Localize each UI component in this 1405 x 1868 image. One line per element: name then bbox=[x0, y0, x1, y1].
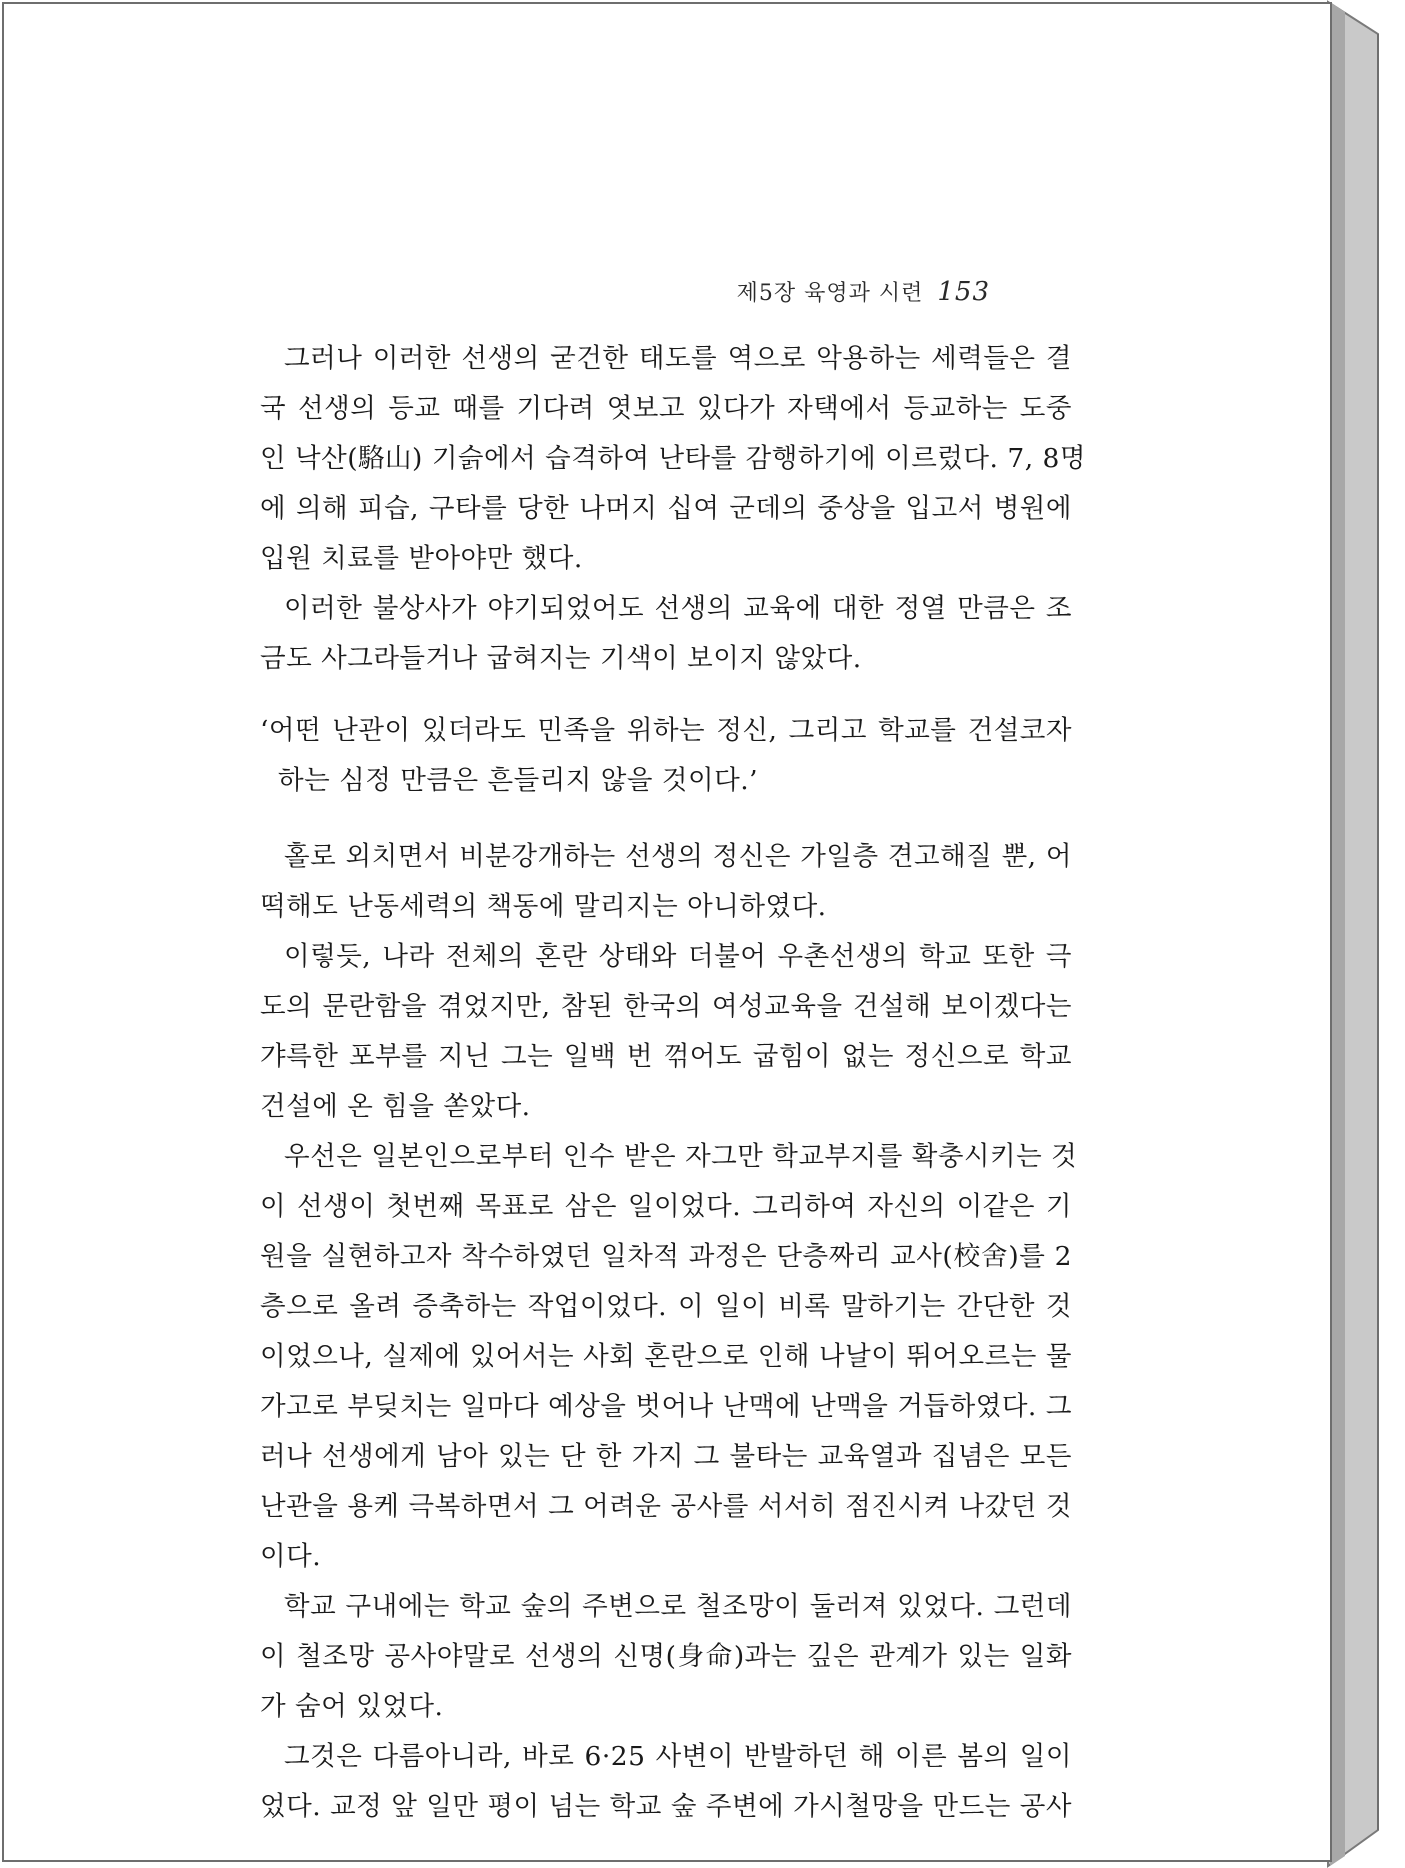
book-page bbox=[2, 2, 1332, 1862]
text-line: 금도 사그라들거나 굽혀지는 기색이 보이지 않았다. bbox=[260, 643, 862, 674]
text-line: 가고로 부딪치는 일마다 예상을 벗어나 난맥에 난맥을 거듭하였다. 그 bbox=[260, 1391, 1072, 1422]
text-line: 건설에 온 힘을 쏟았다. bbox=[260, 1091, 531, 1122]
page-number: 153 bbox=[937, 277, 990, 307]
text-line: 원을 실현하고자 착수하였던 일차적 과정은 단층짜리 교사(校舍)를 2 bbox=[260, 1241, 1072, 1272]
chapter-title: 제5장 육영과 시련 bbox=[736, 281, 924, 306]
body-text bbox=[260, 334, 1087, 1832]
text-line: 그러나 이러한 선생의 굳건한 태도를 역으로 악용하는 세력들은 결 bbox=[284, 343, 1072, 374]
text-line: 도의 문란함을 겪었지만, 참된 한국의 여성교육을 건설해 보이겠다는 bbox=[260, 991, 1072, 1022]
text-line: 학교 구내에는 학교 숲의 주변으로 철조망이 둘러져 있었다. 그런데 bbox=[284, 1591, 1072, 1622]
text-line: 러나 선생에게 남아 있는 단 한 가지 그 불타는 교육열과 집념은 모든 bbox=[260, 1441, 1072, 1472]
quote-line: ‘어떤 난관이 있더라도 민족을 위하는 정신, 그리고 학교를 건설코자 bbox=[260, 715, 1072, 746]
text-line: 층으로 올려 증축하는 작업이었다. 이 일이 비록 말하기는 간단한 것 bbox=[260, 1291, 1072, 1322]
text-line: 가 숨어 있었다. bbox=[260, 1691, 444, 1722]
text-line: 이었으나, 실제에 있어서는 사회 혼란으로 인해 나날이 뛰어오르는 물 bbox=[260, 1341, 1072, 1372]
text-line: 국 선생의 등교 때를 기다려 엿보고 있다가 자택에서 등교하는 도중 bbox=[260, 393, 1072, 424]
text-line: 이다. bbox=[260, 1541, 322, 1572]
text-line: 에 의해 피습, 구타를 당한 나머지 십여 군데의 중상을 입고서 병원에 bbox=[260, 493, 1072, 524]
text-line: 었다. 교정 앞 일만 평이 넘는 학교 숲 주변에 가시철망을 만드는 공사 bbox=[260, 1791, 1072, 1822]
text-line: 이렇듯, 나라 전체의 혼란 상태와 더불어 우촌선생의 학교 또한 극 bbox=[284, 941, 1072, 972]
text-line: 갸륵한 포부를 지닌 그는 일백 번 꺾어도 굽힘이 없는 정신으로 학교 bbox=[260, 1041, 1072, 1072]
text-line: 홀로 외치면서 비분강개하는 선생의 정신은 가일층 견고해질 뿐, 어 bbox=[284, 841, 1072, 872]
text-line: 떡해도 난동세력의 책동에 말리지는 아니하였다. bbox=[260, 891, 827, 922]
text-line: 난관을 용케 극복하면서 그 어려운 공사를 서서히 점진시켜 나갔던 것 bbox=[260, 1491, 1072, 1522]
quote-line: 하는 심정 만큼은 흔들리지 않을 것이다.’ bbox=[278, 765, 759, 796]
text-line: 이러한 불상사가 야기되었어도 선생의 교육에 대한 정열 만큼은 조 bbox=[284, 593, 1072, 624]
text-line: 이 철조망 공사야말로 선생의 신명(身命)과는 깊은 관계가 있는 일화 bbox=[260, 1641, 1072, 1672]
text-line: 입원 치료를 받아야만 했다. bbox=[260, 543, 583, 574]
text-line: 인 낙산(駱山) 기슭에서 습격하여 난타를 감행하기에 이르렀다. 7, 8명 bbox=[260, 443, 1087, 474]
text-line: 우선은 일본인으로부터 인수 받은 자그만 학교부지를 확충시키는 것 bbox=[284, 1141, 1078, 1172]
running-header bbox=[737, 276, 990, 307]
text-line: 그것은 다름아니라, 바로 6·25 사변이 반발하던 해 이른 봄의 일이 bbox=[284, 1741, 1072, 1772]
text-line: 이 선생이 첫번째 목표로 삼은 일이었다. 그리하여 자신의 이같은 기 bbox=[260, 1191, 1072, 1222]
